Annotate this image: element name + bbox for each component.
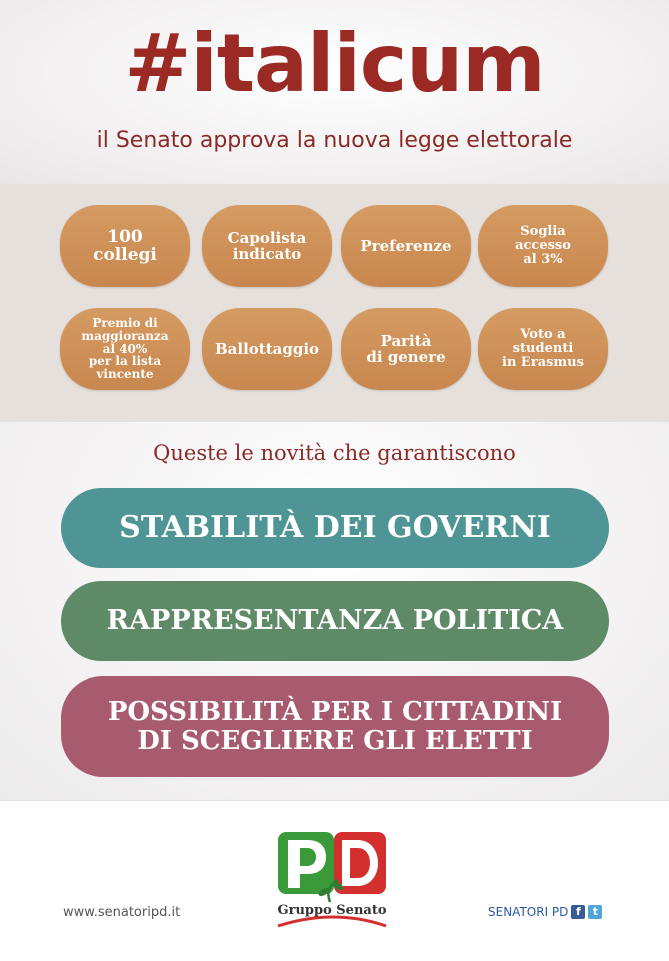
- feature-erasmus: Voto a studenti in Erasmus: [478, 308, 608, 390]
- twitter-icon[interactable]: t: [588, 905, 602, 919]
- hashtag-title: #italicum: [124, 17, 545, 110]
- feature-parita: Parità di genere: [341, 308, 471, 390]
- facebook-icon[interactable]: f: [571, 905, 585, 919]
- feature-preferenze: Preferenze: [341, 205, 471, 287]
- subtitle: il Senato approva la nuova legge elettorale: [96, 128, 573, 153]
- pd-logo: [272, 826, 392, 938]
- benefit-possibilita: POSSIBILITÀ PER I CITTADINI DI SCEGLIERE GLI ELETTI: [61, 676, 609, 777]
- feature-premio: Premio di maggioranza al 40% per la lista vincente: [60, 308, 190, 390]
- social-links: [488, 905, 602, 919]
- benefit-rappresentanza: RAPPRESENTANZA POLITICA: [61, 581, 609, 661]
- social-label: SENATORI PD: [488, 905, 569, 919]
- feature-ballottaggio: Ballottaggio: [202, 308, 332, 390]
- website-link[interactable]: www.senatoripd.it: [63, 905, 181, 920]
- benefit-stabilita: STABILITÀ DEI GOVERNI: [61, 488, 609, 568]
- benefits-intro: Queste le novità che garantiscono: [153, 441, 516, 465]
- feature-collegi: 100 collegi: [60, 205, 190, 287]
- feature-capolista: Capolista indicato: [202, 205, 332, 287]
- feature-soglia: Soglia accesso al 3%: [478, 205, 608, 287]
- logo-caption: Gruppo Senato: [277, 903, 387, 918]
